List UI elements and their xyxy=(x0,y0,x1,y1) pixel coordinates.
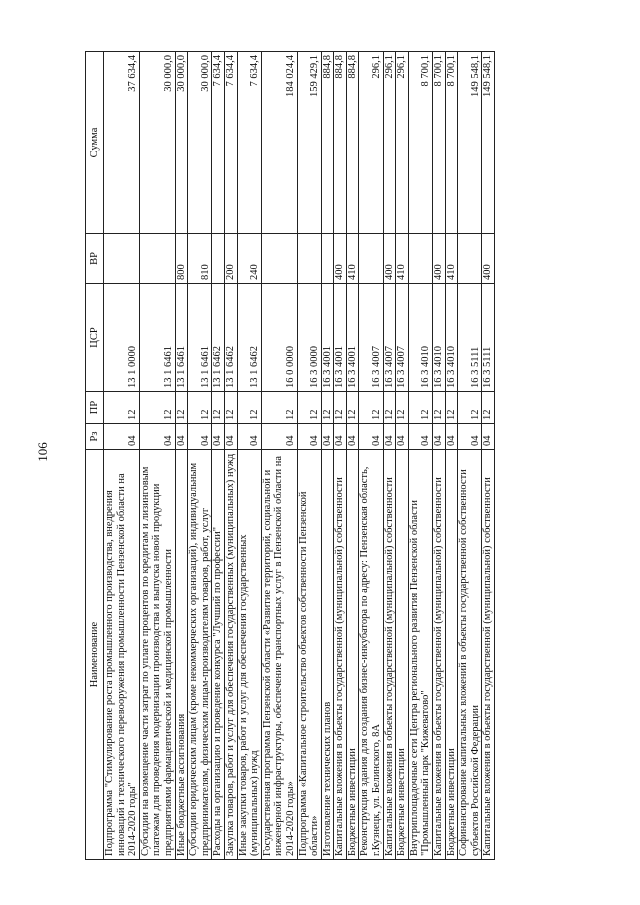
header-pr: ПР xyxy=(86,392,104,424)
cell-rz: 04 xyxy=(261,424,297,450)
cell-rz: 04 xyxy=(408,424,432,450)
cell-name: Подпрограмма «Капитальное строительство объектов собственности Пензенской области» xyxy=(297,450,321,860)
table-header-row xyxy=(86,52,104,860)
cell-csr: 16 0 0000 xyxy=(261,284,297,392)
cell-csr: 16 3 4001 xyxy=(321,284,334,392)
cell-sum: 8 700,1 xyxy=(408,52,432,234)
table-row xyxy=(224,52,237,860)
cell-csr: 16 3 4001 xyxy=(346,284,359,392)
cell-csr: 16 3 4007 xyxy=(359,284,383,392)
cell-pr: 12 xyxy=(175,392,188,424)
cell-rz: 04 xyxy=(334,424,347,450)
budget-table xyxy=(85,51,495,860)
table-row xyxy=(433,52,446,860)
cell-sum: 7 634,4 xyxy=(237,52,261,234)
cell-name: Подпрограмма "Стимулирование роста промышленного производства, внедрения инноваций и технического перевооружения промышленности Пензенской области на 2014-2020 годы" xyxy=(104,450,140,860)
cell-vr xyxy=(458,234,482,284)
cell-csr: 16 3 4001 xyxy=(334,284,347,392)
cell-sum: 884,8 xyxy=(321,52,334,234)
cell-pr: 12 xyxy=(104,392,140,424)
cell-rz: 04 xyxy=(237,424,261,450)
cell-sum: 296,1 xyxy=(396,52,409,234)
cell-pr: 12 xyxy=(408,392,432,424)
cell-rz: 04 xyxy=(224,424,237,450)
cell-vr xyxy=(321,234,334,284)
cell-csr: 16 3 4010 xyxy=(433,284,446,392)
cell-rz: 04 xyxy=(396,424,409,450)
cell-vr: 400 xyxy=(334,234,347,284)
header-csr: ЦСР xyxy=(86,284,104,392)
cell-rz: 04 xyxy=(175,424,188,450)
cell-pr: 12 xyxy=(458,392,482,424)
cell-name: Иные бюджетные ассигнования xyxy=(175,450,188,860)
header-sum: Сумма xyxy=(86,52,104,234)
cell-name: Расходы на организацию и проведение конкурса "Лучший по профессии" xyxy=(212,450,225,860)
cell-pr: 12 xyxy=(224,392,237,424)
table-row xyxy=(334,52,347,860)
cell-name: Реконструкция здания для создания бизнес-инкубатора по адресу: Пензенская область, г.Кузнецк, ул. Белинского, 8А xyxy=(359,450,383,860)
header-name: Наименование xyxy=(86,450,104,860)
cell-pr: 12 xyxy=(321,392,334,424)
cell-csr: 16 3 5111 xyxy=(458,284,482,392)
table-row xyxy=(261,52,297,860)
cell-pr: 12 xyxy=(139,392,175,424)
cell-pr: 12 xyxy=(396,392,409,424)
cell-vr: 810 xyxy=(188,234,212,284)
cell-vr xyxy=(297,234,321,284)
cell-name: Софинансирование капитальных вложений в объекты государственной собственности субъектов Российской Федерации xyxy=(458,450,482,860)
cell-sum: 296,1 xyxy=(359,52,383,234)
cell-csr: 13 1 0000 xyxy=(104,284,140,392)
cell-rz: 04 xyxy=(458,424,482,450)
cell-vr: 200 xyxy=(224,234,237,284)
cell-csr: 13 1 6461 xyxy=(188,284,212,392)
cell-vr: 410 xyxy=(396,234,409,284)
cell-sum: 7 634,4 xyxy=(212,52,225,234)
table-row xyxy=(297,52,321,860)
table-row xyxy=(458,52,482,860)
cell-pr: 12 xyxy=(346,392,359,424)
cell-pr: 12 xyxy=(188,392,212,424)
cell-pr: 12 xyxy=(359,392,383,424)
cell-vr xyxy=(139,234,175,284)
table-row xyxy=(408,52,432,860)
cell-name: Капитальные вложения в объекты государственной (муниципальной) собственности xyxy=(334,450,347,860)
cell-vr: 240 xyxy=(237,234,261,284)
cell-pr: 12 xyxy=(261,392,297,424)
cell-rz: 04 xyxy=(482,424,495,450)
cell-csr: 13 1 6461 xyxy=(139,284,175,392)
cell-name: Бюджетные инвестиции xyxy=(346,450,359,860)
cell-name: Бюджетные инвестиции xyxy=(445,450,458,860)
cell-csr: 16 3 4010 xyxy=(445,284,458,392)
cell-csr: 13 1 6462 xyxy=(237,284,261,392)
cell-csr: 13 1 6461 xyxy=(175,284,188,392)
table-row xyxy=(482,52,495,860)
cell-name: Закупка товаров, работ и услуг для обеспечения государственных (муниципальных) нужд xyxy=(224,450,237,860)
cell-rz: 04 xyxy=(297,424,321,450)
cell-csr: 16 3 4010 xyxy=(408,284,432,392)
cell-pr: 12 xyxy=(433,392,446,424)
cell-vr xyxy=(212,234,225,284)
cell-sum: 30 000,0 xyxy=(139,52,175,234)
cell-sum: 30 000,0 xyxy=(175,52,188,234)
cell-name: Государственная программа Пензенской области «Развитие территорий, социальной и инженерной инфраструктуры, обеспечение транспортных услуг в Пензенской области на 2014-2020 годы» xyxy=(261,450,297,860)
cell-name: Субсидии на возмещение части затрат по уплате процентов по кредитам и лизинговым платежам для проведения модернизации производства и выпуска новой продукции предприятиями фармацевтической и медицинской промышленности xyxy=(139,450,175,860)
cell-vr: 400 xyxy=(482,234,495,284)
cell-name: Изготовление технических планов xyxy=(321,450,334,860)
cell-csr: 16 3 4007 xyxy=(396,284,409,392)
cell-sum: 159 429,1 xyxy=(297,52,321,234)
cell-vr: 800 xyxy=(175,234,188,284)
table-row xyxy=(359,52,383,860)
cell-name: Иные закупки товаров, работ и услуг для обеспечения государственных (муниципальных) нужд xyxy=(237,450,261,860)
cell-sum: 8 700,1 xyxy=(433,52,446,234)
cell-vr xyxy=(104,234,140,284)
table-row xyxy=(188,52,212,860)
cell-vr: 400 xyxy=(383,234,396,284)
header-vr: ВР xyxy=(86,234,104,284)
table-row xyxy=(321,52,334,860)
cell-csr: 13 1 6462 xyxy=(224,284,237,392)
cell-sum: 8 700,1 xyxy=(445,52,458,234)
cell-rz: 04 xyxy=(188,424,212,450)
cell-sum: 30 000,0 xyxy=(188,52,212,234)
cell-rz: 04 xyxy=(383,424,396,450)
page-number: 106 xyxy=(35,442,50,462)
rotated-table-container xyxy=(85,52,563,860)
cell-name: Бюджетные инвестиции xyxy=(396,450,409,860)
cell-vr: 400 xyxy=(433,234,446,284)
cell-pr: 12 xyxy=(237,392,261,424)
table-row xyxy=(237,52,261,860)
cell-rz: 04 xyxy=(433,424,446,450)
cell-sum: 884,8 xyxy=(346,52,359,234)
cell-sum: 184 024,4 xyxy=(261,52,297,234)
cell-rz: 04 xyxy=(104,424,140,450)
cell-sum: 149 548,1 xyxy=(482,52,495,234)
table-row xyxy=(396,52,409,860)
cell-pr: 12 xyxy=(212,392,225,424)
cell-name: Капитальные вложения в объекты государственной (муниципальной) собственности xyxy=(383,450,396,860)
cell-pr: 12 xyxy=(383,392,396,424)
table-body xyxy=(104,52,495,860)
cell-vr xyxy=(261,234,297,284)
cell-sum: 884,8 xyxy=(334,52,347,234)
cell-vr xyxy=(408,234,432,284)
table-row xyxy=(175,52,188,860)
cell-name: Внутриплощадочные сети Центра регионального развития Пензенской области "Промышленный парк "Кижеватово" xyxy=(408,450,432,860)
cell-rz: 04 xyxy=(321,424,334,450)
table-row xyxy=(139,52,175,860)
cell-name: Капитальные вложения в объекты государственной (муниципальной) собственности xyxy=(482,450,495,860)
table-row xyxy=(212,52,225,860)
cell-pr: 12 xyxy=(297,392,321,424)
cell-rz: 04 xyxy=(346,424,359,450)
table-row xyxy=(104,52,140,860)
cell-rz: 04 xyxy=(212,424,225,450)
cell-csr: 13 1 6462 xyxy=(212,284,225,392)
header-rz: Рз xyxy=(86,424,104,450)
cell-rz: 04 xyxy=(359,424,383,450)
cell-csr: 16 3 5111 xyxy=(482,284,495,392)
cell-sum: 296,1 xyxy=(383,52,396,234)
cell-sum: 149 548,1 xyxy=(458,52,482,234)
cell-vr: 410 xyxy=(346,234,359,284)
cell-pr: 12 xyxy=(482,392,495,424)
cell-name: Субсидии юридическим лицам (кроме некоммерческих организаций), индивидуальным предпринимателям, физическим лицам-производителям товаров, работ, услуг xyxy=(188,450,212,860)
table-row xyxy=(383,52,396,860)
cell-vr: 410 xyxy=(445,234,458,284)
cell-vr xyxy=(359,234,383,284)
cell-csr: 16 3 4007 xyxy=(383,284,396,392)
table-row xyxy=(346,52,359,860)
cell-name: Капитальные вложения в объекты государственной (муниципальной) собственности xyxy=(433,450,446,860)
cell-rz: 04 xyxy=(139,424,175,450)
cell-rz: 04 xyxy=(445,424,458,450)
cell-pr: 12 xyxy=(445,392,458,424)
table-row xyxy=(445,52,458,860)
cell-sum: 7 634,4 xyxy=(224,52,237,234)
cell-csr: 16 3 0000 xyxy=(297,284,321,392)
cell-pr: 12 xyxy=(334,392,347,424)
cell-sum: 37 634,4 xyxy=(104,52,140,234)
